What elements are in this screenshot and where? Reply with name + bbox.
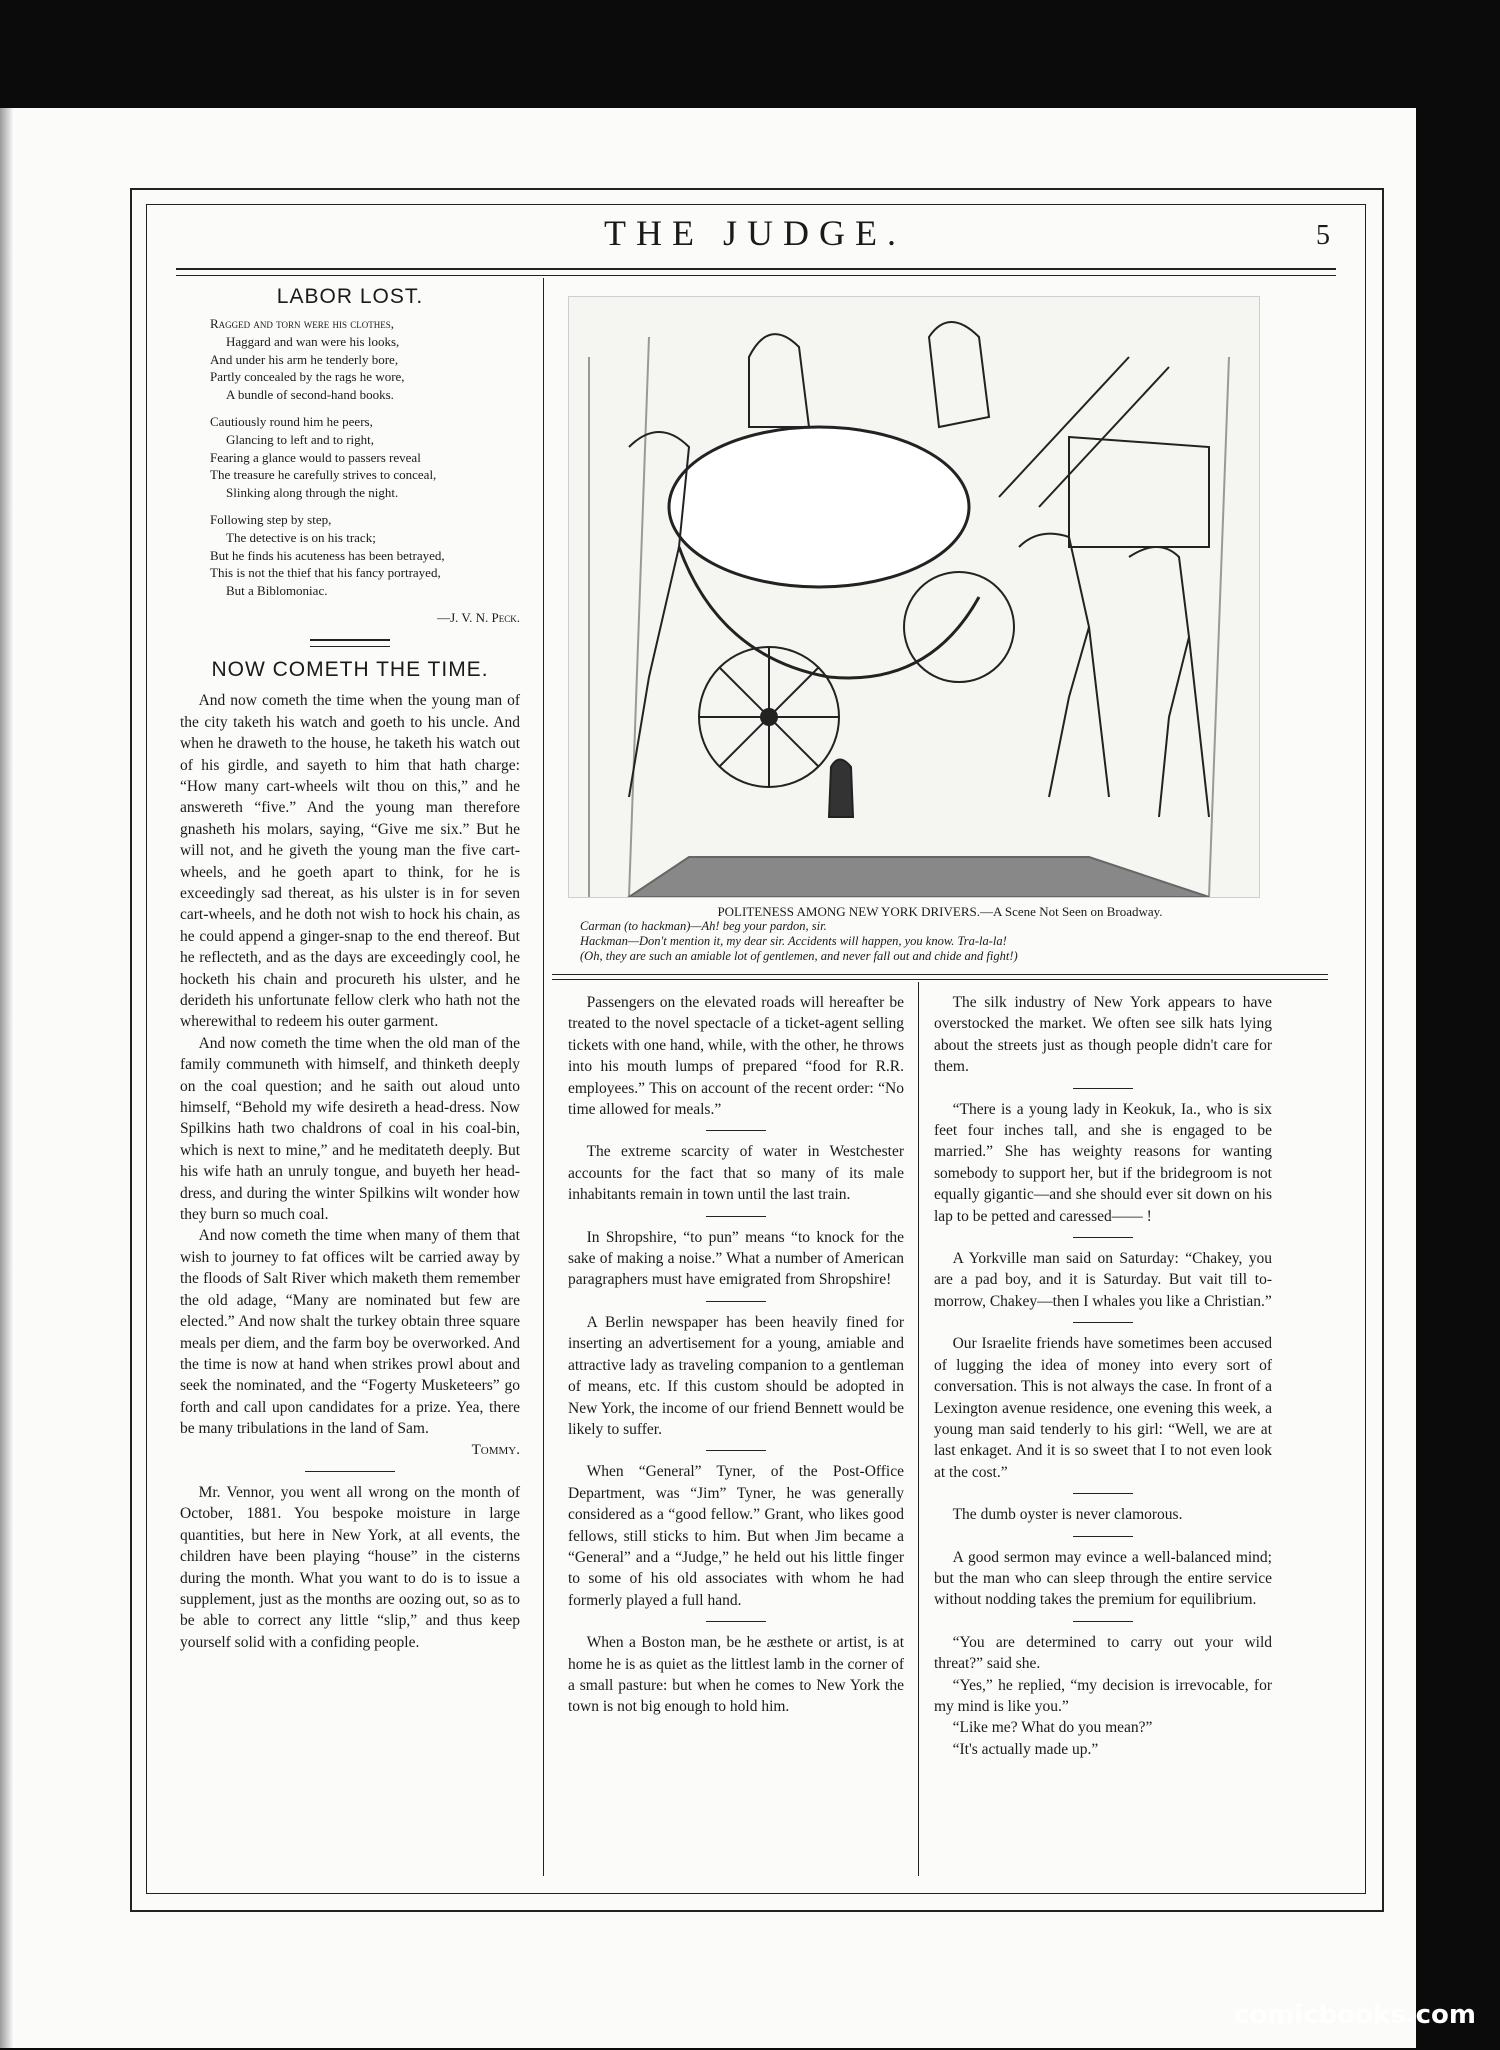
item-rule	[1073, 1536, 1133, 1537]
item-rule	[706, 1216, 766, 1217]
section-rule	[305, 1471, 395, 1472]
cometh-title: NOW COMETH THE TIME.	[211, 657, 489, 681]
poem-line: Fearing a glance would to passers reveal	[210, 449, 421, 465]
item-paragraph: Passengers on the elevated roads will hereafter be treated to the novel spectacle of a ticket-agent selling tickets with one hand, while, with the other, he throws into his mouth lumps of prepared “food for R.R. employees.” This on account of the recent order: “No time allowed for meals.”	[568, 994, 905, 1119]
item-paragraph: A Yorkville man said on Saturday: “Chakey, you are a pad boy, and it is Saturday. But vait till to-morrow, Chakey—then I whales you like a Christian.”	[934, 1250, 1272, 1310]
poem-stanza	[210, 511, 520, 599]
left-column	[180, 286, 520, 1653]
caption-line: (Oh, they are such an amiable lot of gentlemen, and never fall out and chide and fight!)	[580, 949, 1018, 963]
item-rule	[706, 1301, 766, 1302]
poem-line: Cautiously round him he peers,	[210, 414, 373, 430]
dialogue-line: “Yes,” he replied, “my decision is irrevocable, for my mind is like you.”	[934, 1676, 1272, 1715]
right-column	[934, 992, 1272, 1760]
poem-line: A bundle of second-hand books.	[226, 386, 394, 402]
poem-line: Glancing to left and to right,	[226, 431, 375, 447]
poem-line: But a Biblomoniac.	[226, 582, 328, 598]
poem-line: And under his arm he tenderly bore,	[210, 351, 399, 367]
poem-stanza	[210, 413, 520, 501]
poem-line: The treasure he carefully strives to conceal,	[210, 467, 437, 483]
dialogue-line: “You are determined to carry out your wild threat?” said she.	[934, 1633, 1272, 1673]
poem-line: Haggard and wan were his looks,	[226, 334, 400, 349]
column-divider-right	[918, 982, 919, 1876]
item-paragraph: Our Israelite friends have sometimes been accused of lugging the idea of money into every sort of conversation. This is not always the case. In front of a Lexington avenue residence, one evening this week, a young man said tenderly to his girl: “Well, we are at last enkaget. And it is so sweet that I to not even look at the cost.”	[934, 1335, 1272, 1481]
item-rule	[706, 1621, 766, 1622]
article-paragraph: And now cometh the time when the old man of the family communeth with himself, and thinketh deeply on the coal question; and he saith out aloud unto himself, “Behold my wife desireth a head-dress. Now Spilkins hath two chaldrons of coal in his coal-bin, which is next to mine,” and he meditateth deeply. But his wife hath an unruly tongue, and buyeth her head-dress, and during the winter Spilkins wilt wonder how they burn so much coal.	[180, 1034, 520, 1224]
poem-line: Ragged and torn were his clothes,	[210, 316, 394, 332]
labor-lost-poem	[210, 315, 520, 627]
item-rule	[706, 1130, 766, 1131]
source-watermark: comicbooks.com	[1233, 2000, 1476, 2030]
masthead-title: THE JUDGE.	[604, 213, 906, 253]
poem-signature: —J. V. N. Peck.	[437, 610, 520, 626]
article-paragraph: And now cometh the time when the young man of the city taketh his watch and goeth to his uncle. And when he draweth to the house, he taketh his watch out of his girdle, and sayeth to him that hath charge: “How many cart-wheels wilt thou on this,” and he answereth “five.” And the young man therefore gnasheth his molars, saying, “Give me six.” But he will not, and he giveth the young man the five cart-wheels, and he goeth apart to think, for he is exceedingly sad thereat, as his ulster is in for seven cart-wheels, and he doth not wish to hock his chain, as he could append a ginger-snap to the end thereof. But he reflecteth, and as the days are exceedingly cool, he hocketh his chain and procureth his ulster, and he derideth his unfortunate fellow clerk who hath not the wherewithal to redeem his outer garment.	[180, 692, 520, 1031]
cartoon-illustration	[568, 296, 1260, 898]
dialogue-line: “Like me? What do you mean?”	[952, 1719, 1153, 1737]
cartoon-caption	[560, 904, 1320, 964]
poem-line: This is not the thief that his fancy portrayed,	[210, 565, 441, 581]
article-signature: Tommy.	[471, 1441, 520, 1458]
middle-column	[568, 992, 904, 1718]
poem-stanza	[210, 315, 520, 403]
poem-line: But he finds his acuteness has been betrayed,	[210, 547, 445, 563]
poem-line: Following step by step,	[210, 512, 332, 528]
page-number: 5	[1316, 220, 1330, 251]
item-paragraph: “There is a young lady in Keokuk, Ia., who is six feet four inches tall, and she is engaged to be married.” She has weighty reasons for wanting somebody to support her, but if the bridegroom is not equally gigantic—and she should ever sit down on his lap to be petted and caressed—— !	[934, 1100, 1272, 1225]
article-paragraph: And now cometh the time when many of them that wish to journey to fat offices wilt be carried away by the floods of Salt River which maketh them remember the old adage, “Many are nominated but few are elected.” And now shalt the turkey obtain three square meals per diem, and the farm boy be overworked. And the time is now at hand when strikes prowl about and seek the nominated, and the “Fogerty Musketeers” go forth and call upon candidates for a prize. Yea, there be many tribulations in the land of Sam.	[180, 1227, 520, 1438]
item-rule	[1073, 1237, 1133, 1238]
poem-line: The detective is on his track;	[226, 529, 376, 545]
item-paragraph: When “General” Tyner, of the Post-Office Department, was “Jim” Tyner, he was generally considered as a “good fellow.” Grant, who likes good fellows, still sticks to him. But when Jim became a “General” and a “Judge,” he held out his little finger to some of his old associates with whom he had formerly played a full hand.	[568, 1463, 904, 1609]
labor-lost-title: LABOR LOST.	[276, 285, 424, 308]
item-paragraph: A good sermon may evince a well-balanced mind; but the man who can sleep through the entire service without nodding takes the premium for equilibrium.	[934, 1548, 1272, 1609]
column-divider-left	[543, 278, 544, 1876]
item-rule	[1073, 1621, 1133, 1622]
item-paragraph: The silk industry of New York appears to have overstocked the market. We often see silk hats lying about the streets just as though people didn't care for them.	[934, 994, 1272, 1076]
vennor-paragraph: Mr. Vennor, you went all wrong on the month of October, 1881. You bespoke moisture in large quantities, but here in New York, at all events, the children have been playing “house” in the cisterns during the month. What you want to do is to issue a supplement, just as the months are oozing out, so as to be able to correct any little “slip,” and thus keep yourself solid with a confiding people.	[180, 1483, 520, 1651]
item-rule	[1073, 1322, 1133, 1323]
dialogue-line: “It's actually made up.”	[952, 1740, 1099, 1758]
caption-line: Carman (to hackman)—Ah! beg your pardon, sir.	[580, 919, 827, 933]
caption-title: POLITENESS AMONG NEW YORK DRIVERS.—A Scene Not Seen on Broadway.	[717, 904, 1163, 919]
masthead-rule	[176, 268, 1336, 276]
item-paragraph: The dumb oyster is never clamorous.	[952, 1506, 1183, 1524]
item-rule	[706, 1450, 766, 1451]
caption-rule	[552, 974, 1328, 980]
item-rule	[1073, 1493, 1133, 1494]
item-rule	[1073, 1088, 1133, 1089]
cartoon-drawing	[569, 297, 1259, 897]
item-paragraph: When a Boston man, be he æsthete or artist, is at home he is as quiet as the littlest lamb in the corner of a small pasture: but when he comes to New York the town is not big enough to hold him.	[568, 1634, 904, 1716]
section-ornament	[310, 639, 390, 647]
item-paragraph: In Shropshire, “to pun” means “to knock for the sake of making a noise.” What a number of American paragraphers must have emigrated from Shropshire!	[568, 1228, 904, 1289]
poem-line: Slinking along through the night.	[226, 484, 399, 500]
caption-line: Hackman—Don't mention it, my dear sir. Accidents will happen, you know. Tra-la-la!	[580, 934, 1007, 948]
item-paragraph: A Berlin newspaper has been heavily fined for inserting an advertisement for a young, amiable and attractive lady as traveling companion to a gentleman of means, etc. If this custom should be adopted in New York, the income of our friend Bennett would be likely to suffer.	[568, 1313, 904, 1438]
poem-line: Partly concealed by the rags he wore,	[210, 369, 405, 385]
page-spine	[0, 108, 14, 2048]
item-paragraph: The extreme scarcity of water in Westchester accounts for the fact that so many of its male inhabitants remain in town until the last train.	[568, 1143, 904, 1204]
